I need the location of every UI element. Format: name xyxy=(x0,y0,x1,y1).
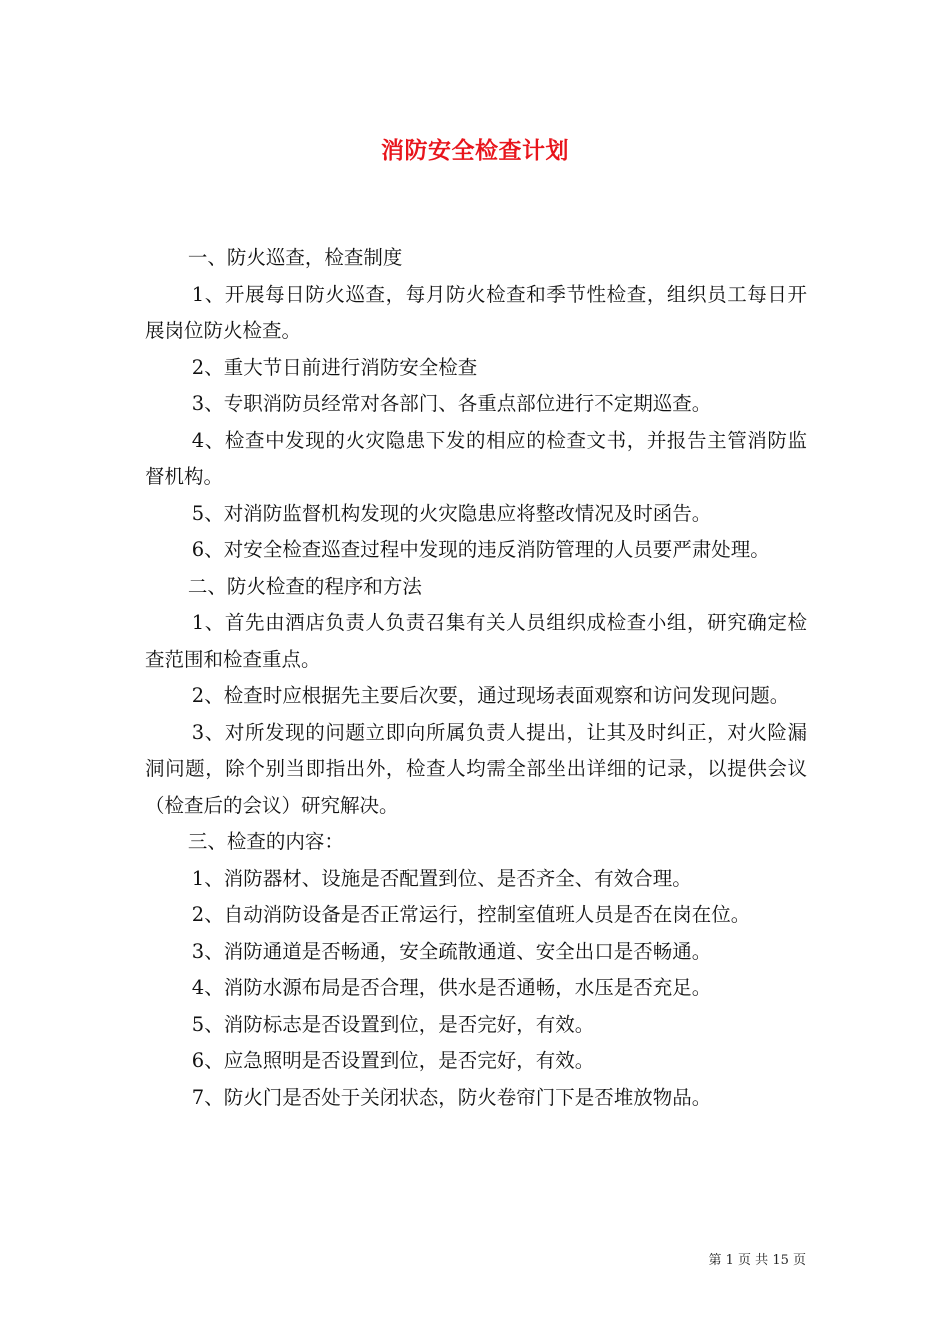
section-heading-3: 三、检查的内容： xyxy=(187,830,344,853)
paragraph: 2、检查时应根据先主要后次要，通过现场表面观察和访问发现问题。 xyxy=(191,684,790,707)
paragraph: 1、消防器材、设施是否配置到位、是否齐全、有效合理。 xyxy=(191,866,692,890)
page-footer: 第 1 页 共 15 页 xyxy=(708,1253,806,1268)
paragraph: 3、专职消防员经常对各部门、各重点部位进行不定期巡查。 xyxy=(191,392,712,415)
paragraph: 6、应急照明是否设置到位，是否完好，有效。 xyxy=(191,1049,595,1072)
paragraph: 1、首先由酒店负责人负责召集有关人员组织成检查小组，研究确定检查范围和检查重点。 xyxy=(145,611,807,671)
paragraph: 6、对安全检查巡查过程中发现的违反消防管理的人员要严肃处理。 xyxy=(191,538,770,561)
paragraph: 4、检查中发现的火灾隐患下发的相应的检查文书，并报告主管消防监督机构。 xyxy=(145,428,807,488)
paragraph: 5、对消防监督机构发现的火灾隐患应将整改情况及时函告。 xyxy=(191,501,712,525)
document-title: 消防安全检查计划 xyxy=(381,137,569,164)
paragraph: 5、消防标志是否设置到位，是否完好，有效。 xyxy=(191,1012,595,1036)
document-body xyxy=(145,240,807,1116)
paragraph: 4、消防水源布局是否合理，供水是否通畅，水压是否充足。 xyxy=(191,976,712,999)
paragraph: 7、防火门是否处于关闭状态，防火卷帘门下是否堆放物品。 xyxy=(191,1085,712,1109)
paragraph: 2、自动消防设备是否正常运行，控制室值班人员是否在岗在位。 xyxy=(191,903,751,926)
paragraph: 1、开展每日防火巡查，每月防火检查和季节性检查，组织员工每日开展岗位防火检查。 xyxy=(145,282,807,342)
section-heading-2: 二、防火检查的程序和方法 xyxy=(187,574,422,598)
paragraph: 3、对所发现的问题立即向所属负责人提出，让其及时纠正，对火险漏洞问题，除个别当即指出外，检查人均需全部坐出详细的记录，以提供会议（检查后的会议）研究解决。 xyxy=(145,720,807,817)
paragraph: 3、消防通道是否畅通，安全疏散通道、安全出口是否畅通。 xyxy=(191,939,712,963)
paragraph: 2、重大节日前进行消防安全检查 xyxy=(191,355,478,379)
section-heading-1: 一、防火巡查，检查制度 xyxy=(187,246,403,269)
